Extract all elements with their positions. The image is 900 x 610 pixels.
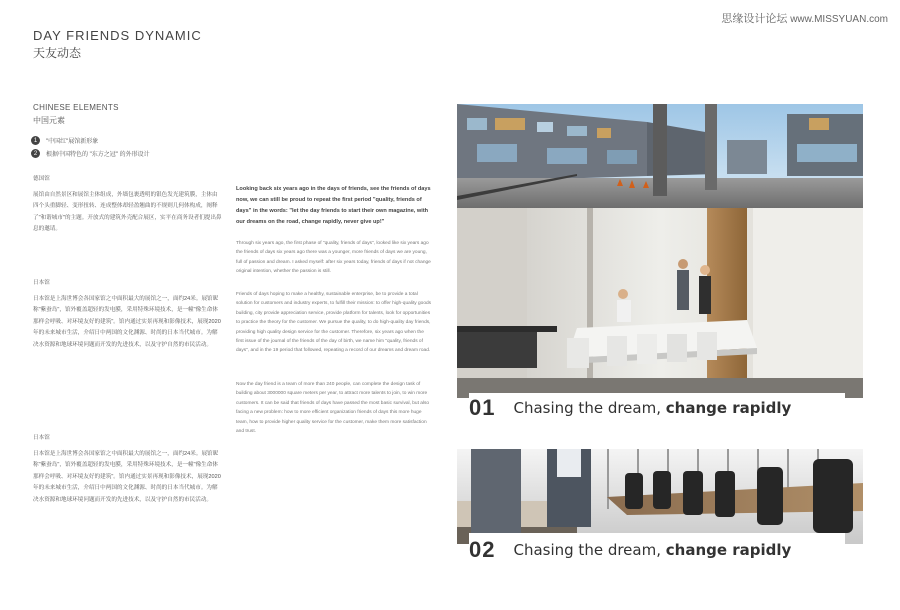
caption-text-regular: Chasing the dream, <box>513 399 661 417</box>
text-block-heading: 日本馆 <box>33 280 50 286</box>
caption-text <box>513 537 791 563</box>
article-lead: Looking back six years ago in the days of friends, see the friends of days now, we can still be proud to repeat the first period "quality, friends of days" in the words: "let the day friends to start their own magazine, with our dreams on the road, change rapidly, never give up!" <box>236 186 431 225</box>
caption-bar <box>469 533 845 563</box>
text-block-body: 展馆由自然景区和展馆主体组成，外墙包裹透明的银色发光建筑膜，主体由四个头重脚轻、变形扭转、连成整体却轻盈翘曲的不规则几何体构成，阐释了"和谐城市"的主题。开放式的建筑外壳配合展区，实平在商务设者们提出鼻息的邀请。 <box>33 191 222 232</box>
text-block-heading: 日本馆 <box>33 435 50 441</box>
caption-number: 02 <box>469 537 496 562</box>
article-paragraph: Through six years ago, the first phase of "quality, friends of days", looked like six years ago the friends of days six years ago there was a younger, more friends of days we are young, full of passion and dream. I asked myself: after six years today, friends of days if not change original intention, whether the passion is still. <box>236 241 431 275</box>
watermark-url: www.MISSYUAN.com <box>790 14 888 25</box>
bullet-text: "中国红"展馆新形象 <box>46 139 99 145</box>
bullet-text: 根据中国特色的 "东方之冠" 的外形设计 <box>46 152 150 158</box>
text-block <box>33 433 223 506</box>
caption-number: 01 <box>469 395 496 420</box>
text-block-body: 日本馆是上海世博会各国家馆之中面积最大的展馆之一，面约24米。展馆昵称"紫蚕岛"，馆外覆盖超轻的发电膜，采用特殊环境技术，是一幢"像生命体那样会呼吸、对环境友好的建筑"。馆内通过实景再现和影像技术，展现2020年的未来城市生活，介绍日中两国的文化渊源、时尚的日本当代城市。为解决水资源和地球环境问题而开发的先进技术，以及守护自然的市民活动。 <box>33 450 221 503</box>
article-paragraph: Friends of days hoping to make a healthy, sustainable enterprise, be to provide a total solution for customers and industry experts, to fulfill their mission: to offer high-quality goods building, city provide appreciation service, provide platform for talents, look for opportunities to practice the theory for the customer. We pursue the quality, to do high-quality day friends, providing high quality design service for the customer. Therefore, six years ago when the first issue of the journal of the friends of the day of birth, we name him "quality, friends of days", and in the 19 period that followed, repeating a record of our dreams and dream road. <box>236 292 432 354</box>
building-exterior-photo <box>457 104 863 208</box>
article-paragraph: Now the day friend is a team of more than 240 people, can complete the design task of building about 3000000 square meters per year, to attract more talents to join, to win more customers. It can be said that friends of days have passed the most basic survival, but also facing a new problem: how to more efficient organization friends of days this more huge team, how to provide higher quality service for the customer, make them more satisfaction and trust. <box>236 382 430 435</box>
caption-text <box>513 395 791 421</box>
caption-text-bold: change rapidly <box>665 541 792 559</box>
watermark <box>721 10 888 26</box>
caption-text-regular: Chasing the dream, <box>513 541 661 559</box>
section-title-en: CHINESE ELEMENTS <box>33 103 119 112</box>
bullet-item <box>31 136 98 145</box>
text-block <box>33 278 223 351</box>
text-block-body: 日本馆是上海世博会各国家馆之中面积最大的展馆之一，面约24米。展馆昵称"紫蚕岛"，馆外覆盖超轻的发电膜，采用特殊环境技术，是一幢"像生命体那样会呼吸、对环境友好的建筑"。馆内通过实景再现和影像技术，展现2020年的未来城市生活，介绍日中两国的文化渊源、时尚的日本当代城市。为解决水资源和地球环境问题而开发的先进技术，以及守护自然的市民活动。 <box>33 295 221 348</box>
bullet-number: 1 <box>31 136 40 145</box>
watermark-cn: 思缘设计论坛 <box>721 13 788 25</box>
caption-bar <box>469 393 845 421</box>
text-block <box>33 174 223 236</box>
meeting-room-photo <box>457 208 863 398</box>
section-title-cn: 中国元素 <box>33 116 65 125</box>
page-title-cn: 天友动态 <box>33 46 82 60</box>
page-title-en: DAY FRIENDS DYNAMIC <box>33 28 202 43</box>
caption-text-bold: change rapidly <box>665 399 792 417</box>
bullet-item <box>31 149 150 158</box>
bullet-number: 2 <box>31 149 40 158</box>
text-block-heading: 德国馆 <box>33 176 50 182</box>
boardroom-photo <box>457 449 863 544</box>
